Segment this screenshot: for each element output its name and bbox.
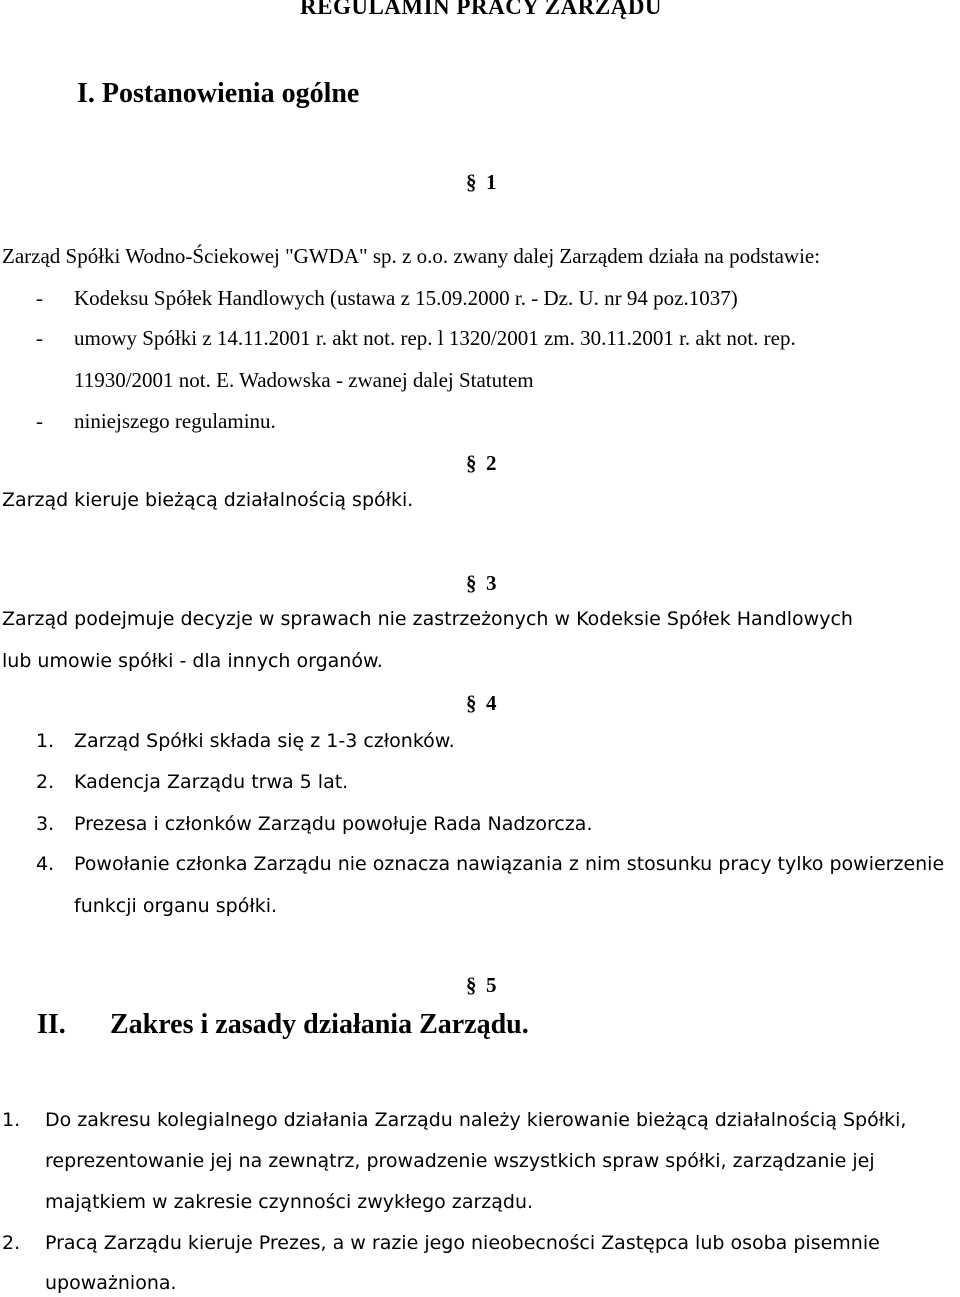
- list-number: 2.: [2, 1232, 21, 1254]
- list-item: niniejszego regulaminu.: [74, 409, 276, 433]
- section-heading-2: Zakres i zasady działania Zarządu.: [110, 1009, 529, 1040]
- list-item: Zarząd Spółki składa się z 1-3 członków.: [74, 730, 455, 752]
- paragraph-number: 4: [486, 691, 497, 715]
- section-heading-2-number: II.: [37, 1009, 66, 1040]
- paragraph-number: 1: [486, 170, 497, 194]
- section-sign: §: [466, 691, 477, 715]
- paragraph-number: 2: [486, 451, 497, 475]
- list-item: Powołanie członka Zarządu nie oznacza nawiązania z nim stosunku pracy tylko powierzenie: [74, 853, 945, 875]
- paragraph-2-heading: [466, 451, 497, 476]
- list-item: Kadencja Zarządu trwa 5 lat.: [74, 771, 349, 793]
- paragraph-number: 5: [486, 973, 497, 997]
- list-item-continuation: funkcji organu spółki.: [74, 895, 278, 917]
- section-heading-1: I. Postanowienia ogólne: [77, 78, 360, 109]
- paragraph-3-line-2: lub umowie spółki - dla innych organów.: [2, 650, 383, 672]
- list-item-line-1: Pracą Zarządu kieruje Prezes, a w razie jego nieobecności Zastępca lub osoba pisemnie: [45, 1232, 880, 1254]
- paragraph-1-heading: [466, 170, 497, 195]
- paragraph-1-intro: Zarząd Spółki Wodno-Ściekowej "GWDA" sp. z o.o. zwany dalej Zarządem działa na podstawie:: [2, 244, 821, 268]
- list-number: 1.: [2, 1109, 21, 1131]
- paragraph-3-heading: [466, 571, 497, 596]
- document-title: REGULAMIN PRACY ZARZĄDU: [300, 0, 663, 19]
- list-item-line-1: Do zakresu kolegialnego działania Zarządu należy kierowanie bieżącą działalnością Spółki,: [45, 1109, 907, 1131]
- list-item: umowy Spółki z 14.11.2001 r. akt not. rep. l 1320/2001 zm. 30.11.2001 r. akt not. rep.: [74, 326, 796, 350]
- list-dash: -: [36, 286, 43, 310]
- list-item-line-2: reprezentowanie jej na zewnątrz, prowadzenie wszystkich spraw spółki, zarządzanie jej: [45, 1150, 875, 1172]
- list-number: 2.: [36, 771, 55, 793]
- paragraph-2-text: Zarząd kieruje bieżącą działalnością spółki.: [2, 489, 414, 511]
- section-sign: §: [466, 571, 477, 595]
- list-number: 3.: [36, 813, 55, 835]
- section-sign: §: [466, 973, 477, 997]
- paragraph-3-line-1: Zarząd podejmuje decyzje w sprawach nie zastrzeżonych w Kodeksie Spółek Handlowych: [2, 608, 853, 630]
- list-number: 1.: [36, 730, 55, 752]
- list-item: Prezesa i członków Zarządu powołuje Rada Nadzorcza.: [74, 813, 593, 835]
- section-sign: §: [466, 451, 477, 475]
- list-item-continuation: 11930/2001 not. E. Wadowska - zwanej dalej Statutem: [74, 368, 534, 392]
- paragraph-5-heading: [466, 973, 497, 998]
- list-item-line-3: majątkiem w zakresie czynności zwykłego zarządu.: [45, 1191, 534, 1213]
- list-dash: -: [36, 409, 43, 433]
- paragraph-4-heading: [466, 691, 497, 716]
- section-sign: §: [466, 170, 477, 194]
- list-number: 4.: [36, 853, 55, 875]
- list-dash: -: [36, 326, 43, 350]
- paragraph-number: 3: [486, 571, 497, 595]
- list-item: Kodeksu Spółek Handlowych (ustawa z 15.09.2000 r. - Dz. U. nr 94 poz.1037): [74, 286, 738, 310]
- list-item-line-2: upoważniona.: [45, 1272, 177, 1294]
